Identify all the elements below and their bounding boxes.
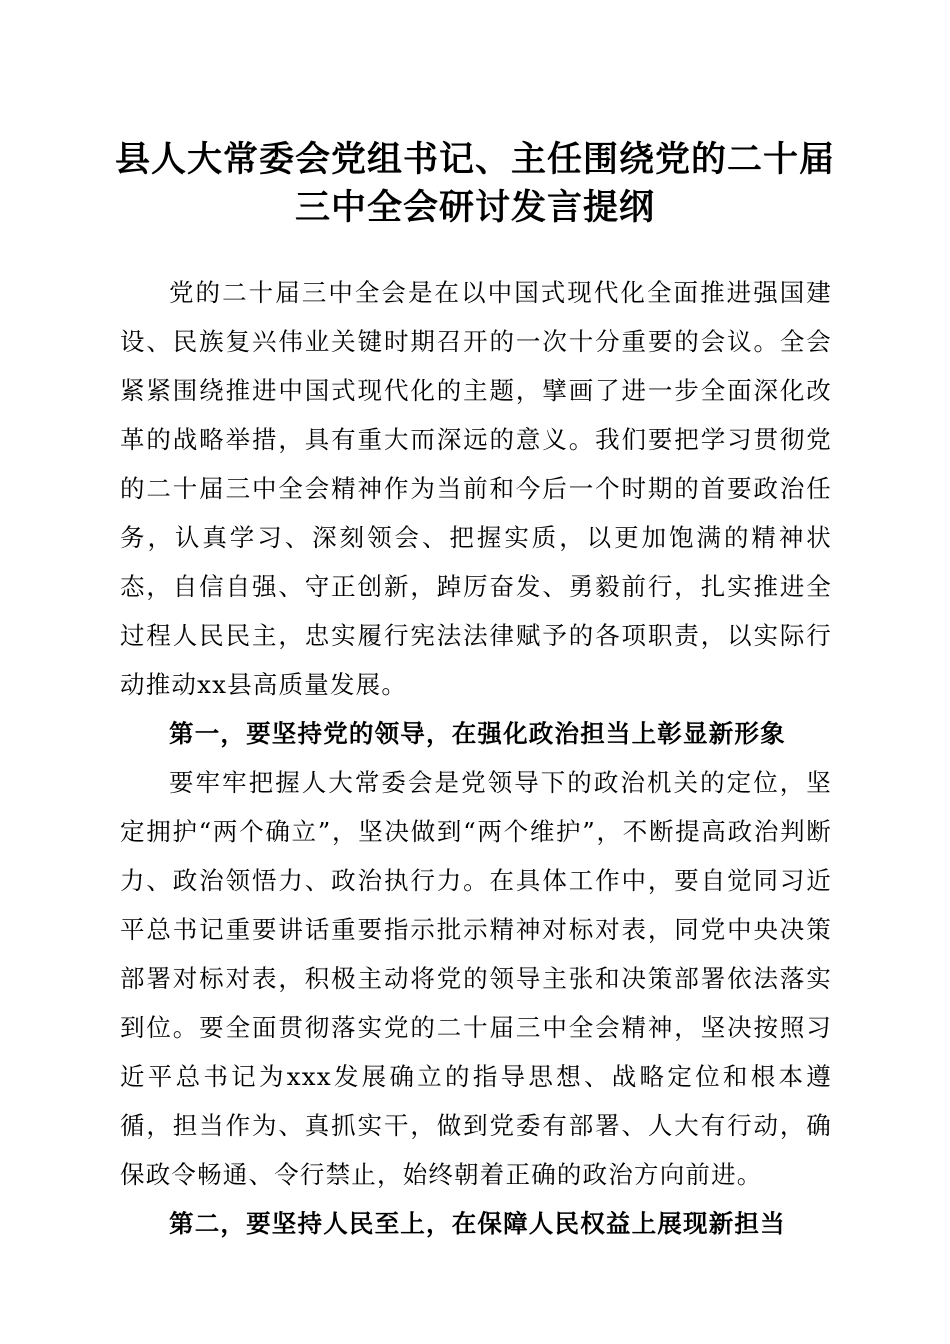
intro-paragraph: 党的二十届三中全会是在以中国式现代化全面推进强国建设、民族复兴伟业关键时期召开的一次十分重要的会议。全会紧紧围绕推进中国式现代化的主题，擘画了进一步全面深化改革的战略举措，具有重大而深远的意义。我们要把学习贯彻党的二十届三中全会精神作为当前和今后一个时期的首要政治任务，认真学习、深刻领会、把握实质，以更加饱满的精神状态，自信自强、守正创新，踔厉奋发、勇毅前行，扎实推进全过程人民民主，忠实履行宪法法律赋予的各项职责，以实际行动推动xx县高质量发展。 [120, 278, 832, 699]
document-title [80, 136, 870, 232]
section-heading-2: 第二，要坚持人民至上，在保障人民权益上展现新担当 [169, 1209, 786, 1238]
title-line-2: 三中全会研讨发言提纲 [294, 187, 655, 228]
section-heading-1: 第一，要坚持党的领导，在强化政治担当上彰显新形象 [169, 719, 786, 748]
title-line-1: 县人大常委会党组书记、主任围绕党的二十届 [114, 139, 835, 180]
section-1-paragraph: 要牢牢把握人大常委会是党领导下的政治机关的定位，坚定拥护“两个确立”，坚决做到“两个维护”，不断提高政治判断力、政治领悟力、政治执行力。在具体工作中，要自觉同习近平总书记重要讲话重要指示批示精神对标对表，同党中央决策部署对标对表，积极主动将党的领导主张和决策部署依法落实到位。要全面贯彻落实党的二十届三中全会精神，坚决按照习近平总书记为xxx发展确立的指导思想、战略定位和根本遵循，担当作为、真抓实干，做到党委有部署、人大有行动，确保政令畅通、令行禁止，始终朝着正确的政治方向前进。 [120, 768, 832, 1189]
document-body [120, 268, 832, 1248]
